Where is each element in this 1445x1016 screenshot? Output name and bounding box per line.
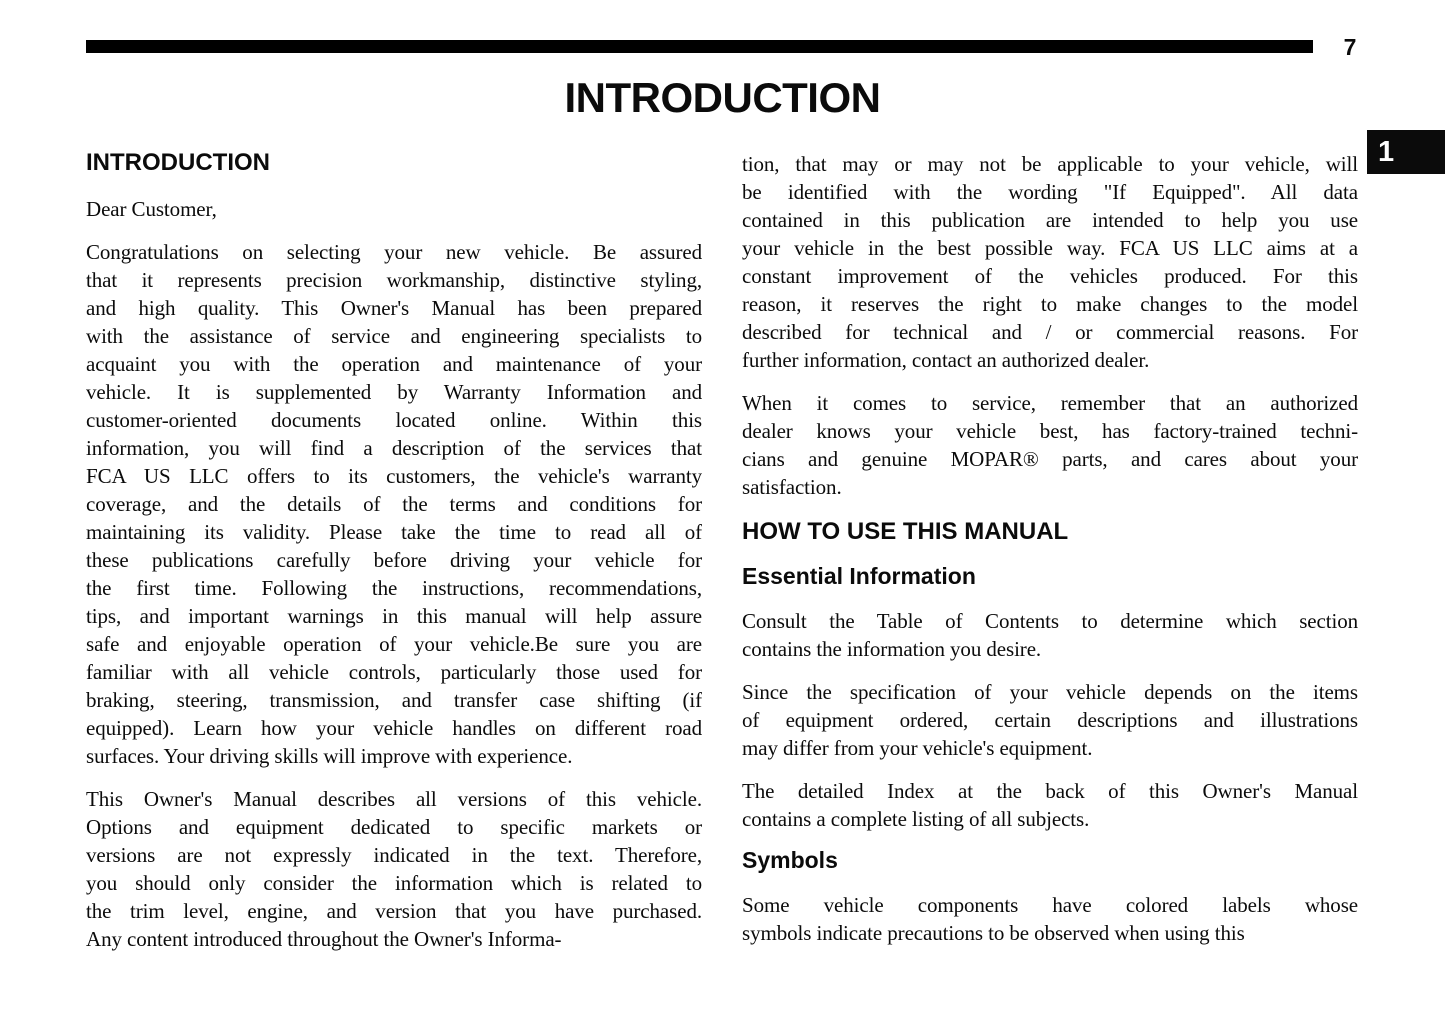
text-line: braking, steering, transmission, and transfer case shifting (if: [86, 688, 702, 712]
text-line: described for technical and / or commercial reasons. For: [742, 320, 1358, 344]
paragraph: [742, 777, 1358, 833]
text-line: with the assistance of service and engineering specialists to: [86, 324, 702, 348]
text-line: satisfaction.: [742, 475, 842, 499]
paragraph: [742, 607, 1358, 663]
text-line: your vehicle in the best possible way. FCA US LLC aims at a: [742, 236, 1358, 260]
text-line: these publications carefully before driving your vehicle for: [86, 548, 702, 572]
text-line: Consult the Table of Contents to determine which section: [742, 609, 1358, 633]
page-title: INTRODUCTION: [564, 74, 881, 121]
header-rule: [86, 40, 1313, 53]
section-heading: Symbols: [742, 847, 838, 873]
text-line: familiar with all vehicle controls, particularly those used for: [86, 660, 702, 684]
text-line: contains the information you desire.: [742, 637, 1042, 661]
text-line: This Owner's Manual describes all versions of this vehicle.: [86, 787, 702, 811]
text-line: contained in this publication are intended to help you use: [742, 208, 1358, 232]
text-line: safe and enjoyable operation of your vehicle.Be sure you are: [86, 632, 702, 656]
text-line: may differ from your vehicle's equipment.: [742, 736, 1093, 760]
text-line: dealer knows your vehicle best, has factory-trained techni-: [742, 419, 1358, 443]
text-line: of equipment ordered, certain descriptions and illustrations: [742, 708, 1358, 732]
text-line: acquaint you with the operation and maintenance of your: [86, 352, 702, 376]
paragraph: [742, 891, 1358, 947]
text-line: be identified with the wording "If Equipped". All data: [742, 180, 1358, 204]
text-line: contains a complete listing of all subjects.: [742, 807, 1090, 831]
right-column: [742, 150, 1358, 962]
text-line: Since the specification of your vehicle depends on the items: [742, 680, 1358, 704]
text-line: reason, it reserves the right to make changes to the model: [742, 292, 1358, 316]
text-line: maintaining its validity. Please take the time to read all of: [86, 520, 702, 544]
paragraph: [742, 678, 1358, 762]
paragraph: [742, 389, 1358, 501]
text-line: versions are not expressly indicated in the text. Therefore,: [86, 843, 702, 867]
section-heading: Essential Information: [742, 563, 976, 589]
text-line: The detailed Index at the back of this Owner's Manual: [742, 779, 1358, 803]
text-line: surfaces. Your driving skills will improve with experience.: [86, 744, 573, 768]
left-column: [86, 150, 702, 968]
text-line: vehicle. It is supplemented by Warranty Information and: [86, 380, 702, 404]
text-line: Congratulations on selecting your new vehicle. Be assured: [86, 240, 702, 264]
text-line: the trim level, engine, and version that you have purchased.: [86, 899, 702, 923]
paragraph: [742, 150, 1358, 374]
text-line: Options and equipment dedicated to specific markets or: [86, 815, 702, 839]
text-line: equipped). Learn how your vehicle handles on different road: [86, 716, 702, 740]
section-heading: HOW TO USE THIS MANUAL: [742, 518, 1069, 545]
paragraph: [86, 238, 702, 770]
text-line: tips, and important warnings in this manual will help assure: [86, 604, 702, 628]
section-tab-number: 1: [1378, 135, 1395, 168]
text-line: the first time. Following the instructions, recommendations,: [86, 576, 702, 600]
text-line: and high quality. This Owner's Manual has been prepared: [86, 296, 702, 320]
text-line: Any content introduced throughout the Owner's Informa-: [86, 927, 562, 951]
text-line: further information, contact an authorized dealer.: [742, 348, 1150, 372]
text-line: cians and genuine MOPAR® parts, and cares about your: [742, 447, 1358, 471]
text-line: symbols indicate precautions to be observed when using this: [742, 921, 1245, 945]
page-number: 7: [1343, 34, 1357, 60]
text-line: you should only consider the information which is related to: [86, 871, 702, 895]
text-line: tion, that may or may not be applicable to your vehicle, will: [742, 152, 1358, 176]
paragraph: [86, 785, 702, 953]
text-line: Dear Customer,: [86, 197, 217, 221]
text-line: When it comes to service, remember that an authorized: [742, 391, 1358, 415]
section-tab: [1367, 130, 1445, 174]
text-line: customer-oriented documents located online. Within this: [86, 408, 702, 432]
text-line: information, you will find a description of the services that: [86, 436, 702, 460]
text-line: coverage, and the details of the terms and conditions for: [86, 492, 702, 516]
text-line: that it represents precision workmanship, distinctive styling,: [86, 268, 702, 292]
paragraph: [86, 195, 702, 223]
text-line: FCA US LLC offers to its customers, the vehicle's warranty: [86, 464, 702, 488]
text-line: Some vehicle components have colored labels whose: [742, 893, 1358, 917]
text-line: constant improvement of the vehicles produced. For this: [742, 264, 1358, 288]
section-heading: INTRODUCTION: [86, 149, 270, 176]
